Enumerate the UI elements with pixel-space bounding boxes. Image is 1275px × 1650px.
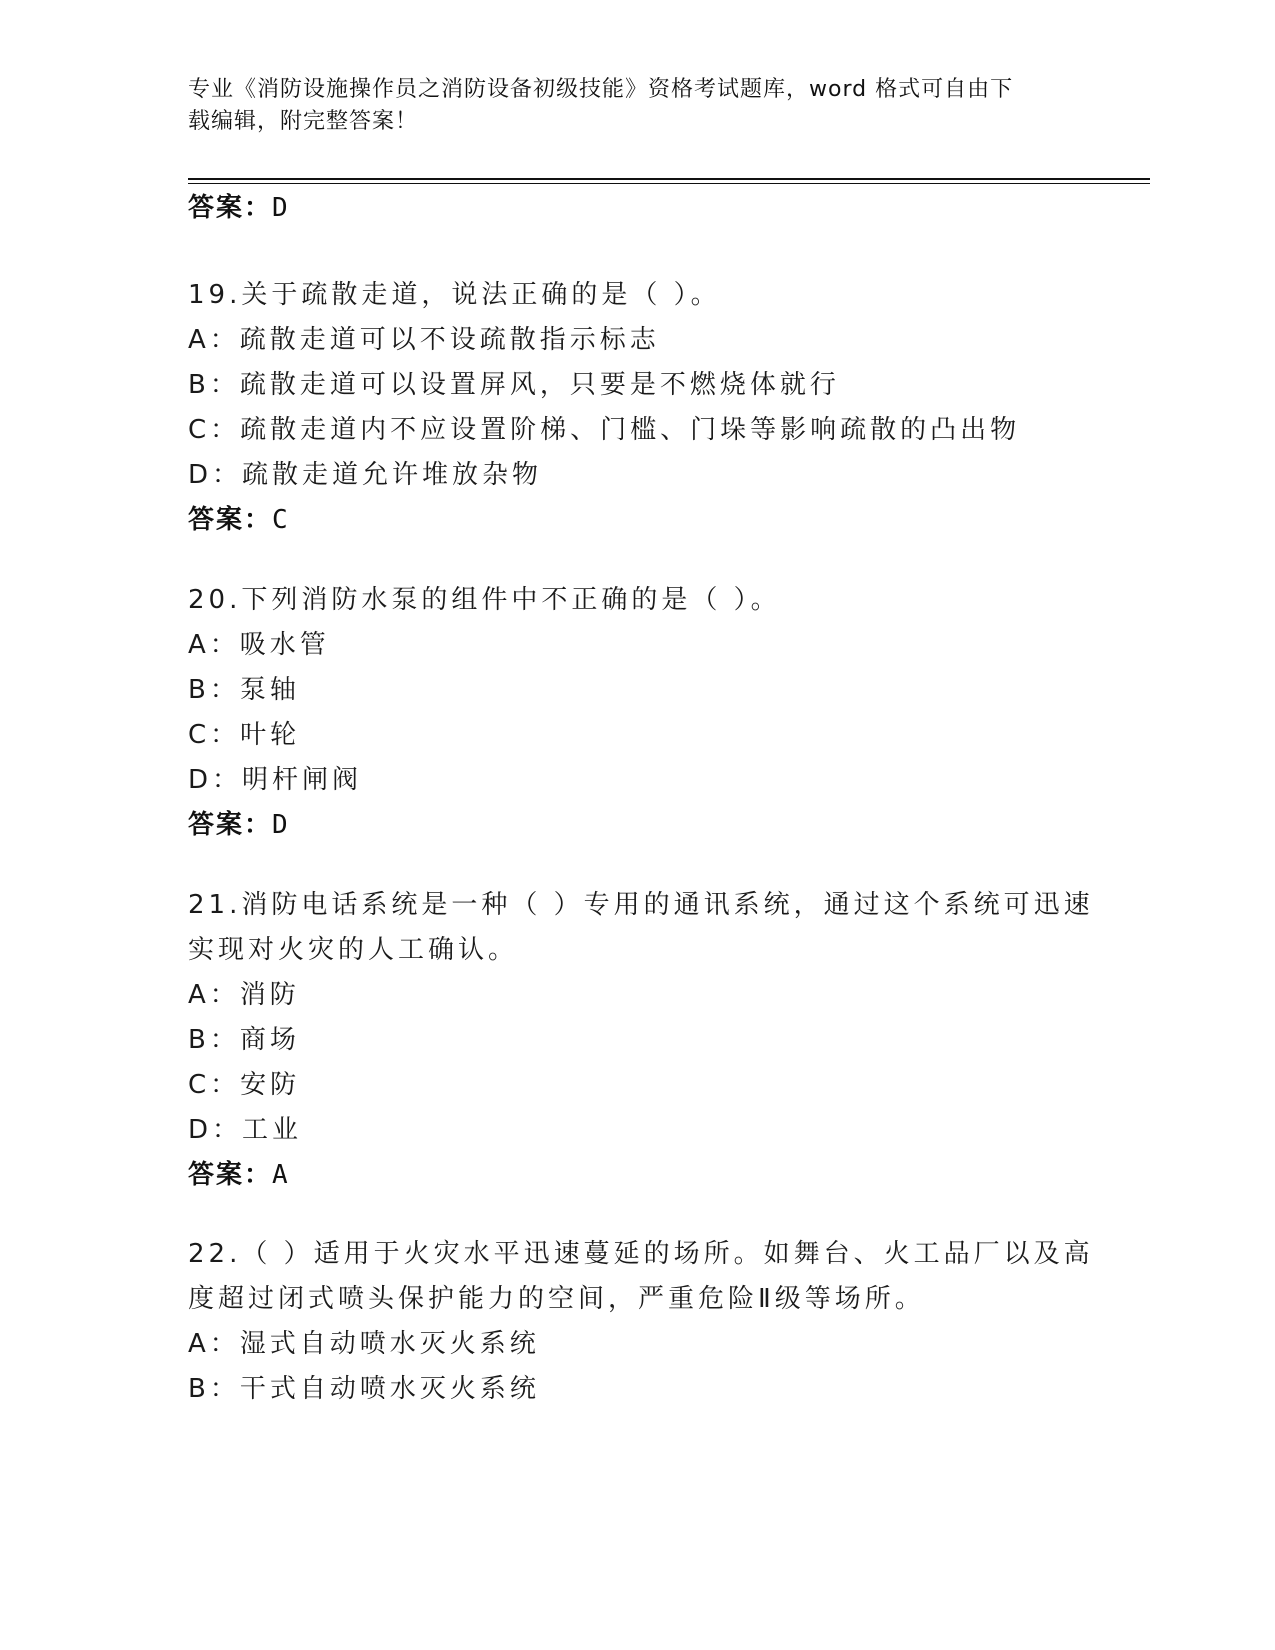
header-line-1: 专业《消防设施操作员之消防设备初级技能》资格考试题库，word 格式可自由下 [188, 77, 1014, 102]
option-b: B：商场 [188, 1025, 300, 1055]
header-divider-thin [188, 183, 1150, 184]
answer-label: 答案： [188, 193, 273, 223]
document-header [188, 74, 1068, 138]
answer-line [188, 803, 1088, 848]
option-a: A：吸水管 [188, 630, 330, 660]
answer-block-18 [188, 186, 1088, 231]
question-stem-line-2: 实现对火灾的人工确认。 [188, 935, 519, 965]
question-stem: 19.关于疏散走道，说法正确的是（ ）。 [188, 280, 721, 310]
option-b: B：疏散走道可以设置屏风，只要是不燃烧体就行 [188, 370, 840, 400]
option-c: C：疏散走道内不应设置阶梯、门槛、门垛等影响疏散的凸出物 [188, 415, 1021, 445]
question-block-22 [188, 1232, 1094, 1412]
option-d: D：明杆闸阀 [188, 765, 363, 795]
option-b: B：干式自动喷水灭火系统 [188, 1374, 540, 1404]
question-stem-line-1: 21.消防电话系统是一种（ ）专用的通讯系统，通过这个系统可迅速 [188, 890, 1094, 920]
question-stem-line-2: 度超过闭式喷头保护能力的空间，严重危险Ⅱ级等场所。 [188, 1284, 925, 1314]
option-a: A：疏散走道可以不设疏散指示标志 [188, 325, 660, 355]
answer-value: D [272, 193, 290, 223]
option-a: A：消防 [188, 980, 300, 1010]
question-block-21 [188, 883, 1094, 1198]
answer-line [188, 186, 1088, 231]
option-d: D：工业 [188, 1115, 303, 1145]
option-c: C：叶轮 [188, 720, 301, 750]
answer-label: 答案： [188, 505, 273, 535]
question-stem: 20.下列消防水泵的组件中不正确的是（ ）。 [188, 585, 781, 615]
answer-value: C [272, 505, 290, 535]
header-divider-thick [188, 178, 1150, 180]
option-a: A：湿式自动喷水灭火系统 [188, 1329, 540, 1359]
answer-line [188, 1153, 1088, 1198]
answer-value: D [272, 810, 290, 840]
answer-label: 答案： [188, 1160, 273, 1190]
answer-value: A [272, 1160, 290, 1190]
question-block-20 [188, 578, 1088, 848]
option-b: B：泵轴 [188, 675, 300, 705]
answer-label: 答案： [188, 810, 273, 840]
header-line-2: 载编辑，附完整答案！ [188, 109, 419, 134]
option-d: D：疏散走道允许堆放杂物 [188, 460, 543, 490]
question-stem-line-1: 22.（ ）适用于火灾水平迅速蔓延的场所。如舞台、火工品厂以及高 [188, 1239, 1094, 1269]
answer-line [188, 498, 1088, 543]
question-block-19 [188, 273, 1088, 543]
option-c: C：安防 [188, 1070, 301, 1100]
